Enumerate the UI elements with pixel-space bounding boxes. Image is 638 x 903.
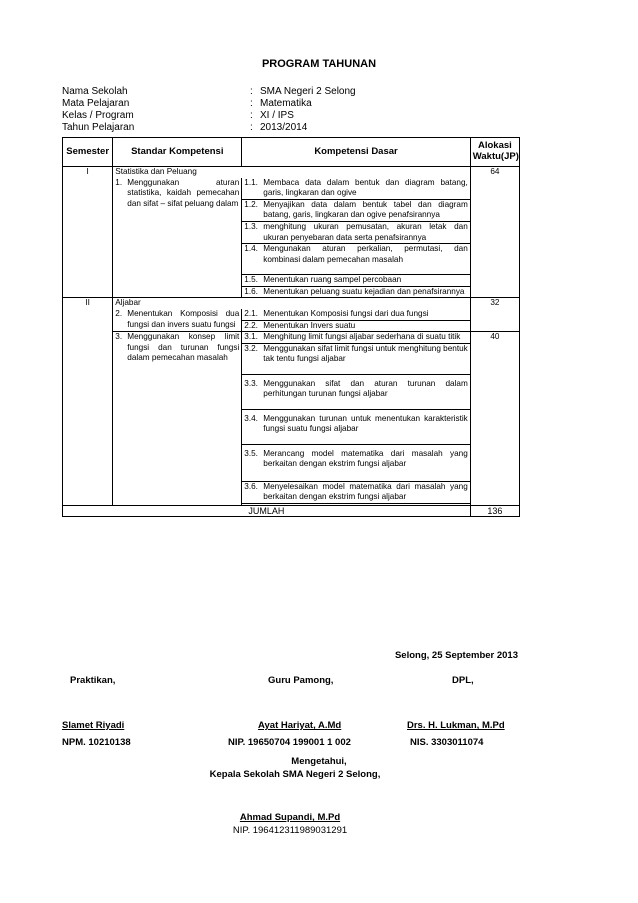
kd-number: 1.2. [244, 199, 258, 209]
header-semester: Semester [63, 138, 113, 167]
kd-text: menghitung ukuran pemusatan, akuran letak dan ukuran penyebaran data serta penafsirannya [263, 221, 468, 242]
sk-number: 1. [115, 177, 123, 187]
kd-text: Menyelesaikan model matematika dari masalah yang berkaitan dengan ekstrim fungsi aljabar [263, 481, 468, 502]
kd-number: 1.5. [244, 275, 258, 285]
kd-number: 1.1. [244, 177, 258, 187]
kd-cell [242, 481, 471, 503]
kd-cell [242, 286, 471, 298]
header-standar-kompetensi: Standar Kompetensi [113, 138, 242, 167]
kd-cell [242, 309, 471, 320]
sk-heading: Aljabar [113, 298, 471, 309]
sk-text: Menggunakan konsep limit fungsi dan turunan fungsi dalam pemecahan masalah [127, 332, 240, 363]
kd-cell [242, 221, 471, 243]
dpl-name: Drs. H. Lukman, M.Pd [407, 720, 505, 731]
kd-number: 3.6. [244, 481, 258, 491]
school-info [62, 86, 522, 134]
kd-cell [242, 320, 471, 332]
kd-number: 3.5. [244, 448, 258, 458]
jp-cell: 32 [470, 298, 519, 332]
kd-text: Menggunakan turunan untuk menentukan karakteristik fungsi suatu fungsi aljabar [263, 413, 468, 434]
kd-cell [242, 178, 471, 200]
kd-text: Merancang model matematika dari masalah yang berkaitan dengan ekstrim fungsi aljabar [263, 448, 468, 469]
praktikan-name: Slamet Riyadi [62, 720, 125, 731]
kepsek-name: Ahmad Supandi, M.Pd [239, 812, 341, 823]
jp-cell: 64 [470, 167, 519, 298]
date-line: Selong, 25 September 2013 [394, 650, 518, 661]
semester-cell: II [63, 298, 113, 506]
kd-cell [242, 444, 471, 481]
kd-cell [242, 199, 471, 221]
info-label: Mata Pelajaran [62, 98, 130, 109]
info-value: 2013/2014 [260, 122, 308, 133]
praktikan-id: NPM. 10210138 [62, 737, 131, 748]
kd-cell [242, 244, 471, 275]
guru-role: Guru Pamong, [268, 675, 334, 686]
guru-name: Ayat Hariyat, A.Md [258, 720, 342, 731]
kd-text: Menentukan Komposisi fungsi dari dua fungsi [263, 308, 429, 318]
table-row [63, 178, 520, 200]
kd-cell [242, 343, 471, 374]
kd-number: 3.1. [244, 332, 258, 342]
info-value: SMA Negeri 2 Selong [260, 86, 356, 97]
table-header-row [63, 138, 520, 167]
kd-cell [242, 409, 471, 444]
kd-text: Menggunakan sifat limit fungsi untuk menghitung bentuk tak tentu fungsi aljabar [263, 343, 468, 364]
mengetahui-label: Mengetahui, [291, 756, 347, 767]
info-separator: : [250, 86, 253, 97]
info-label: Kelas / Program [62, 110, 134, 121]
info-value: XI / IPS [260, 110, 294, 121]
sk-text: Menggunakan aturan statistika, kaidah pemecahan dan sifat – sifat peluang dalam [127, 177, 240, 208]
kd-number: 1.4. [244, 244, 258, 254]
kd-cell [242, 275, 471, 287]
sk-number: 2. [115, 308, 123, 318]
kepsek-id: NIP. 196412311989031291 [232, 825, 348, 836]
kd-cell [242, 374, 471, 409]
kd-text: Menentukan ruang sampel percobaan [263, 275, 402, 285]
sk-cell [113, 309, 242, 332]
kd-number: 1.3. [244, 221, 258, 231]
sk-cell [113, 332, 242, 506]
sk-number: 3. [115, 332, 123, 342]
kd-text: Menentukan peluang suatu kejadian dan penafsirannya [263, 286, 465, 296]
info-row-school [62, 86, 522, 98]
info-separator: : [250, 98, 253, 109]
kd-cell [242, 332, 471, 344]
sk-text: Menentukan Komposisi dua fungsi dan invers suatu fungsi [127, 308, 240, 329]
semester-cell: I [63, 167, 113, 298]
jp-cell: 40 [470, 332, 519, 506]
info-row-year [62, 122, 522, 134]
praktikan-role: Praktikan, [70, 675, 116, 686]
kd-text: Menyajikan data dalam bentuk tabel dan diagram batang, garis, lingkaran dan ogive penafsirannya [263, 199, 468, 220]
kd-text: Menghitung limit fungsi aljabar sederhana di suatu titik [263, 332, 461, 342]
kd-number: 2.2. [244, 320, 258, 330]
table-row [63, 332, 520, 344]
info-separator: : [250, 110, 253, 121]
kd-text: Mengunakan aturan perkalian, permutasi, dan kombinasi dalam pemecahan masalah [263, 244, 468, 264]
kd-number: 2.1. [244, 308, 258, 318]
kd-number: 3.4. [244, 413, 258, 423]
kepsek-role: Kepala Sekolah SMA Negeri 2 Selong, [209, 769, 381, 780]
header-alokasi-waktu: Alokasi Waktu(JP) [470, 138, 519, 167]
kd-number: 3.2. [244, 343, 258, 353]
info-label: Tahun Pelajaran [62, 122, 135, 133]
header-kompetensi-dasar: Kompetensi Dasar [242, 138, 471, 167]
program-table [62, 137, 520, 517]
info-separator: : [250, 122, 253, 133]
total-value: 136 [470, 505, 519, 516]
kd-text: Menggunakan sifat dan aturan turunan dalam perhitungan turunan fungsi aljabar [263, 378, 468, 399]
sk-cell [113, 178, 242, 298]
kd-text: Menentukan Invers suatu [263, 320, 356, 330]
table-row [63, 298, 520, 309]
kd-text: Membaca data dalam bentuk dan diagram batang, garis, lingkaran dan ogive [263, 177, 468, 198]
info-row-subject [62, 98, 522, 110]
info-row-class [62, 110, 522, 122]
total-label: JUMLAH [63, 505, 471, 516]
table-row [63, 167, 520, 178]
dpl-role: DPL, [452, 675, 474, 686]
info-value: Matematika [260, 98, 312, 109]
info-label: Nama Sekolah [62, 86, 128, 97]
total-row [63, 505, 520, 516]
kd-number: 3.3. [244, 378, 258, 388]
kd-number: 1.6. [244, 286, 258, 296]
sk-heading: Statistika dan Peluang [113, 167, 471, 178]
guru-id: NIP. 19650704 199001 1 002 [228, 737, 351, 748]
page-title: PROGRAM TAHUNAN [261, 58, 377, 70]
table-row [63, 309, 520, 320]
dpl-id: NIS. 3303011074 [410, 737, 484, 748]
